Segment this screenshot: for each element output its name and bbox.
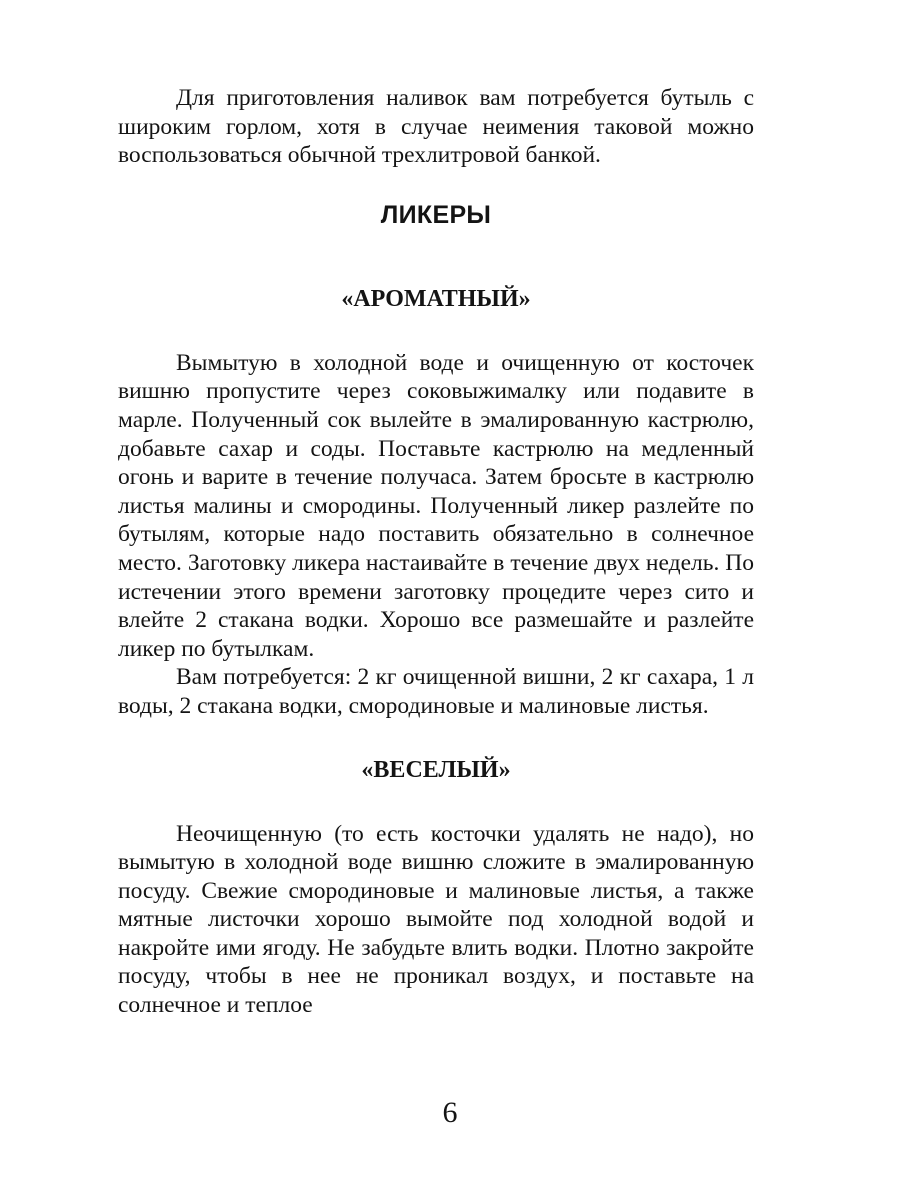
recipe-aromatny-paragraph-2: Вам потребуется: 2 кг очищенной вишни, 2 кг сахара, 1 л воды, 2 стакана водки, смородиновые и малиновые листья. <box>118 664 754 719</box>
intro-paragraph: Для приготовления наливок вам потребуется бутыль с широким горлом, хотя в случае неимения таковой можно воспользоваться обычной трехлитровой банкой. <box>118 85 754 169</box>
recipe-aromatny-paragraph-1: Вымытую в холодной воде и очищенную от косточек вишню пропустите через соковыжималку или подавите в марле. Полученный сок вылейте в эмалированную кастрюлю, добавьте сахар и соды. Поставьте кастрюлю на медленный огонь и варите в течение получаса. Затем бросьте в кастрюлю листья малины и смородины. Полученный ликер разлейте по бутылям, которые надо поставить обязательно в солнечное место. Заготовку ликера настаивайте в течение двух недель. По истечении этого времени заготовку процедите через сито и влейте 2 стакана водки. Хорошо все размешайте и разлейте ликер по бутылкам. <box>118 349 754 662</box>
recipe-vesely-paragraph-1: Неочищенную (то есть косточки удалять не надо), но вымытую в холодной воде вишню сложите в эмалированную посуду. Свежие смородиновые и малиновые листья, а также мятные листочки хорошо вымойте под холодной водой и накройте ими ягоду. Не забудьте влить водки. Плотно закройте посуду, чтобы в нее не проникал воздух, и поставьте на солнечное и теплое <box>118 820 754 1019</box>
page-body <box>118 84 754 1020</box>
section-title: ЛИКЕРЫ <box>380 200 492 229</box>
recipe-title-vesely: «ВЕСЕЛЫЙ» <box>361 756 511 783</box>
recipe-title-aromatny: «АРОМАТНЫЙ» <box>341 285 531 312</box>
page-number: 6 <box>442 1096 458 1129</box>
